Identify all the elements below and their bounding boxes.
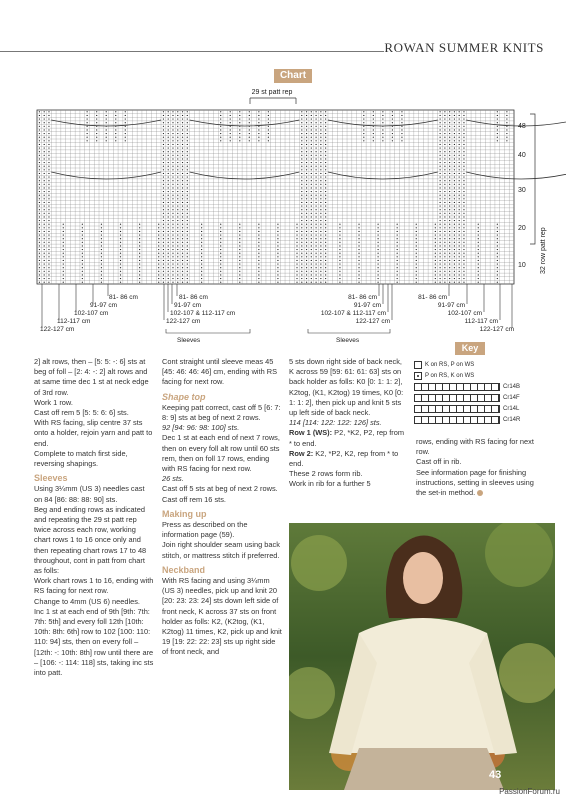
stitch-count: 26 sts. <box>162 474 184 484</box>
cable-symbol-icon <box>414 405 500 413</box>
paragraph: Keeping patt correct, cast off 5 [6: 7: 8: 9] sts at beg of next 2 rows. <box>162 402 281 423</box>
size-label-right: 91-97 cm <box>437 302 465 309</box>
size-label-center-right: 91-97 cm <box>353 302 381 309</box>
chart-heading: Chart <box>274 69 312 83</box>
sleeves-label-left: Sleeves <box>177 337 201 344</box>
cable-label: Cr14L <box>503 406 520 412</box>
dot-square-icon <box>414 372 422 380</box>
paragraph: Dec 1 st at each end of next 7 rows, then on every foll alt row until 60 sts rem, then on foll 17 rows, ending with RS facing for next row. <box>162 433 280 474</box>
key-item-purl <box>414 371 554 381</box>
size-label-right: 81- 86 cm <box>418 294 447 301</box>
size-label-center-left: 102-107 & 112-117 cm <box>170 310 236 317</box>
cable-symbol-icon <box>414 383 500 391</box>
text-column-3 <box>289 357 407 490</box>
cable-label: Cr14F <box>503 395 520 401</box>
chart-key <box>414 360 554 426</box>
size-label-center-left: 91-97 cm <box>174 302 202 309</box>
paragraph: rows, ending with RS facing for next row. <box>416 437 534 457</box>
paragraph: Inc 1 st at each end of 9th [9th: 7th: 7th: 5th] and every foll 12th [10th: 10th: 8th: 6th] row to 102 [100: 110: 110: 94] sts, then on every foll – [12th: -: 10th: 8th] row until there are – [106: -: 114: 118] sts, taking inc sts into patt. <box>34 606 154 678</box>
text-column-1 <box>34 357 154 678</box>
paragraph: Press as described on the information page (59). <box>162 520 248 540</box>
key-heading: Key <box>455 342 485 355</box>
paragraph: Work in rib for a further 5 <box>289 479 371 489</box>
paragraph: Cast off 5 sts at beg of next 2 rows. <box>162 484 278 494</box>
paragraph: Cast off rem 5 [5: 5: 6: 6] sts. <box>34 408 129 418</box>
paragraph: Using 3¼mm (US 3) needles cast on 84 [86: 88: 88: 90] sts. <box>34 484 145 504</box>
key-cable <box>414 404 554 414</box>
row-label: Row 2: <box>289 448 314 458</box>
section-heading-making-up: Making up <box>162 508 207 519</box>
size-label-right: 112-117 cm <box>464 318 498 325</box>
size-label-left: 122-127 cm <box>40 326 75 333</box>
size-label-center-left: 122-127 cm <box>166 318 201 325</box>
knitting-chart <box>0 84 566 344</box>
watermark: PassionForum.ru <box>499 787 560 796</box>
paragraph: Beg and ending rows as indicated and repeating the 29 st patt rep twice across each row, working chart rows 1 to 16 once only and then repeating chart rows 17 to 48 throughout, cont in patt from chart as folls: <box>34 504 147 576</box>
key-label: K on RS, P on WS <box>425 362 475 368</box>
repeat-bracket <box>250 98 296 104</box>
header-rule <box>0 51 384 52</box>
size-label-right: 102-107 cm <box>447 310 482 317</box>
stitch-count: 114 [114: 122: 122: 126] sts. <box>289 418 382 428</box>
row-text: P2, *K2, P2, rep from * to end. <box>289 428 405 448</box>
cable-label: Cr14B <box>503 384 521 390</box>
paragraph: Cont straight until sleeve meas 45 [45: 46: 46: 46] cm, ending with RS facing for next row. <box>162 357 278 387</box>
size-label-left: 91-97 cm <box>90 302 118 309</box>
chart-grid-lines <box>37 110 514 284</box>
row-number: 30 <box>518 187 526 194</box>
size-label-center-right: 122-127 cm <box>355 318 390 325</box>
paragraph: Cast off rem 16 sts. <box>162 494 226 504</box>
row-number: 10 <box>518 262 526 269</box>
sleeves-label-right: Sleeves <box>336 337 360 344</box>
key-item-knit <box>414 360 554 370</box>
size-label-left: 81- 86 cm <box>109 294 138 301</box>
paragraph <box>416 468 536 499</box>
paragraph-text: See information page for finishing instructions, setting in sleeves using the set-in method. <box>416 467 534 498</box>
key-cable <box>414 415 554 425</box>
row-rep-label: 32 row patt rep <box>540 227 547 274</box>
model-photo <box>289 523 555 790</box>
key-label: P on RS, K on WS <box>425 373 475 379</box>
row-text: K2, *P2, K2, rep from * to end. <box>289 448 399 469</box>
row-number: 20 <box>518 225 526 232</box>
row-number: 48 <box>518 123 526 130</box>
size-label-left: 112-117 cm <box>57 318 91 325</box>
rib-row-2 <box>289 449 407 469</box>
paragraph: Join right shoulder seam using back stitch, or mattress stitch if preferred. <box>162 540 280 560</box>
size-label-center-right: 102-107 & 112-117 cm <box>320 310 386 317</box>
size-label-right: 122-127 cm <box>479 326 514 333</box>
magazine-title: ROWAN SUMMER KNITS <box>384 40 544 55</box>
patt-rep-label: 29 st patt rep <box>251 89 293 96</box>
section-heading-neckband: Neckband <box>162 564 206 575</box>
paragraph: These 2 rows form rib. <box>289 469 363 479</box>
paragraph: 5 sts down right side of back neck, K across 59 [59: 61: 61: 63] sts on back holder as folls: K0 [0: 1: 1: 2], K2tog, (K1, K2tog) 19 times, K0 [0: 1: 1: 2], then pick up and knit 5 sts up left side of back neck. <box>289 357 404 418</box>
paragraph: With RS facing, slip centre 37 sts onto a holder, rejoin yarn and patt to end. <box>34 418 153 448</box>
cable-symbol-icon <box>414 394 500 402</box>
paragraph: 2] alt rows, then – [5: 5: -: 6] sts at beg of foll – [2: 4: -: 2] alt rows and at same time dec 1 st at neck edge of 3rd row. <box>34 357 149 397</box>
paragraph: Work 1 row. <box>34 397 73 407</box>
size-label-center-left: 81- 86 cm <box>179 294 208 301</box>
end-marker-icon <box>477 490 483 496</box>
cable-label: Cr14R <box>503 417 521 423</box>
key-cable <box>414 382 554 392</box>
text-column-4 <box>416 437 536 498</box>
paragraph: Cast off in rib. <box>416 457 462 467</box>
paragraph: Work chart rows 1 to 16, ending with RS facing for next row. <box>34 576 154 596</box>
row-number: 40 <box>518 152 526 159</box>
section-heading-sleeves: Sleeves <box>34 473 68 484</box>
page-number: 43 <box>489 769 502 781</box>
paragraph: With RS facing and using 3¼mm (US 3) needles, pick up and knit 20 [20: 23: 23: 24] sts down left side of front neck, K across 37 sts on front holder as folls: K2, (K2tog, (K1, K2tog) 11 times, K2, pick up and knit 19 [19: 22: 22: 23] sts up right side of front neck, and <box>162 576 282 657</box>
size-label-left: 102-107 cm <box>74 310 109 317</box>
row-label: Row 1 (WS): <box>289 428 333 438</box>
cable-symbol-icon <box>414 416 500 424</box>
section-heading-shape-top: Shape top <box>162 391 206 402</box>
size-label-center-right: 81- 86 cm <box>348 294 377 301</box>
stitch-count: 92 [94: 96: 98: 100] sts. <box>162 423 240 433</box>
key-cable <box>414 393 554 403</box>
page-header <box>0 40 566 60</box>
paragraph: Complete to match first side, reversing shapings. <box>34 448 128 469</box>
blank-square-icon <box>414 361 422 369</box>
paragraph: Change to 4mm (US 6) needles. <box>34 596 140 606</box>
rib-row-1 <box>289 428 407 448</box>
text-column-2 <box>162 357 282 658</box>
